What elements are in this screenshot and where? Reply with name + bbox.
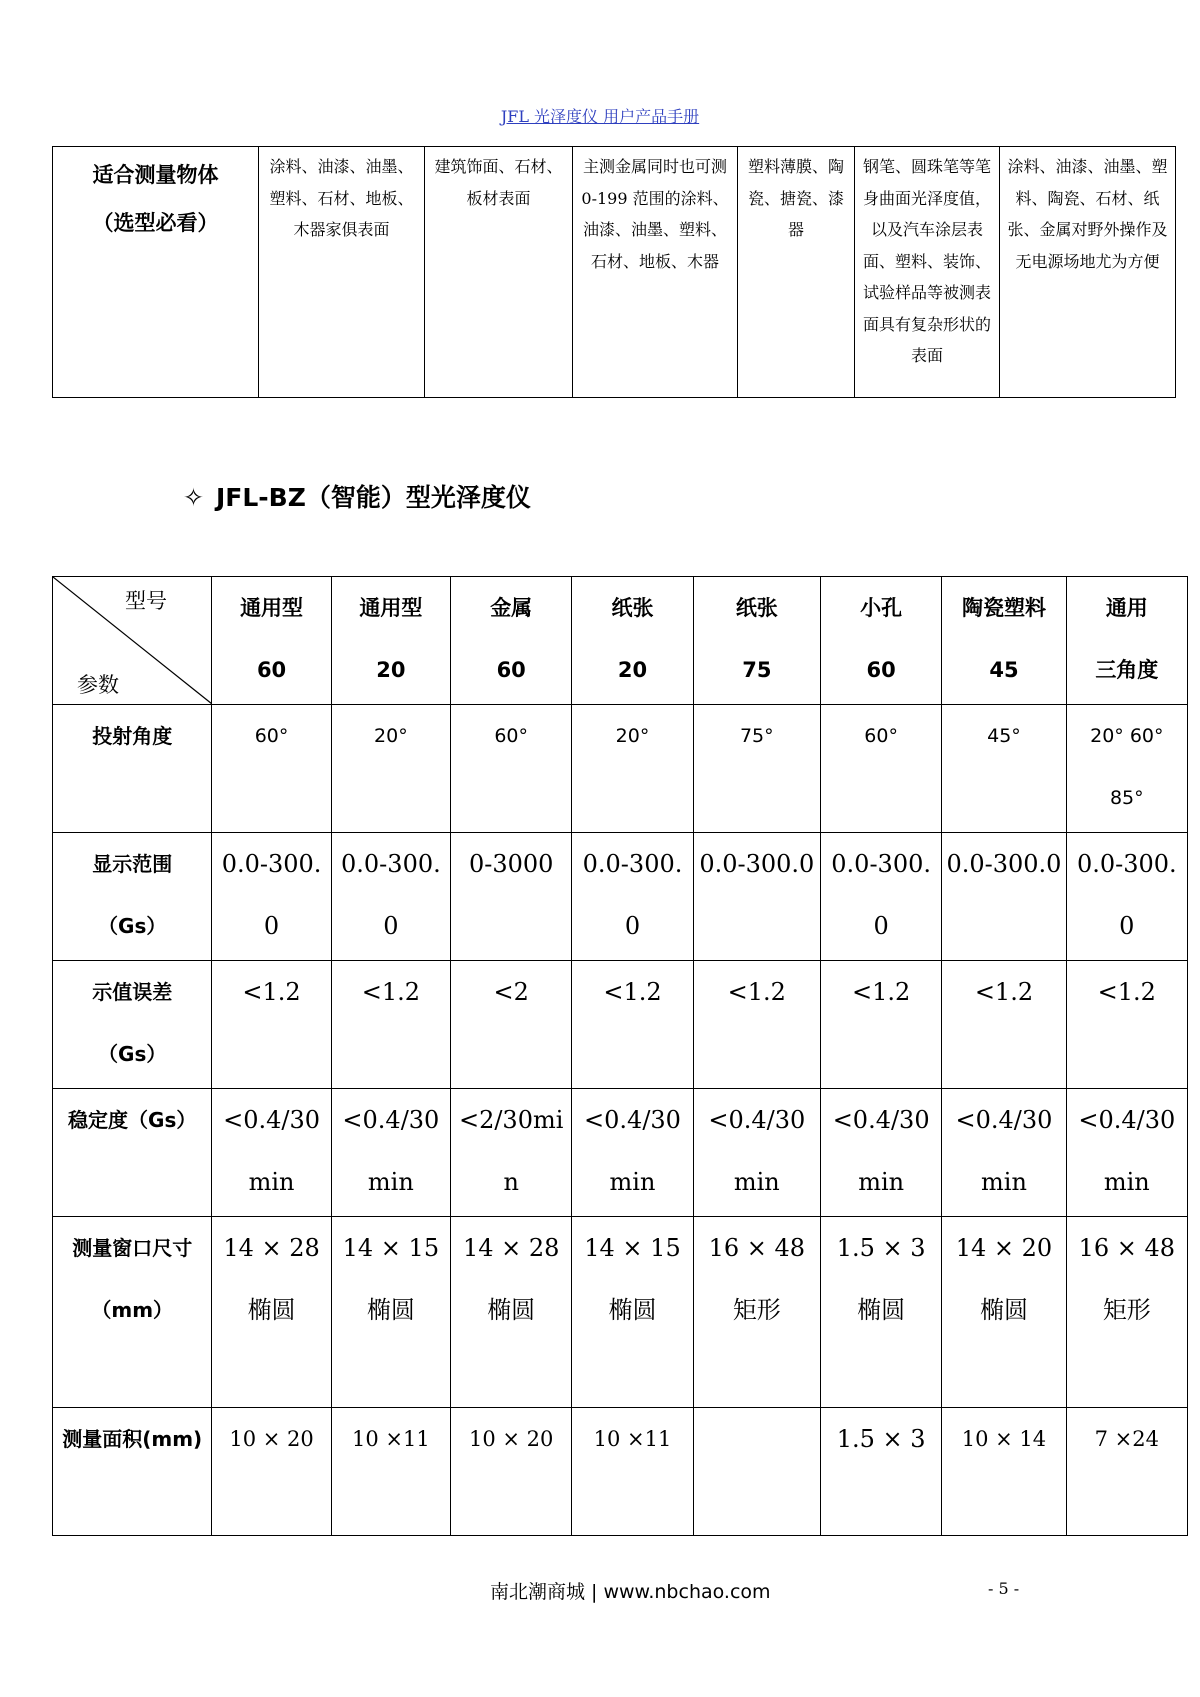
table-cell: <0.4/30min: [212, 1089, 331, 1217]
table-cell: 1.5 × 3 椭圆: [820, 1217, 941, 1408]
param-label: 测量窗口尺寸（mm）: [53, 1217, 212, 1408]
param-label: 稳定度（Gs）: [53, 1089, 212, 1217]
label-line2: （选型必看）: [92, 211, 219, 235]
section-title-text: JFL-BZ（智能）型光泽度仪: [215, 483, 531, 512]
table-cell: <1.2: [1066, 961, 1187, 1089]
table-cell: 10 × 14: [942, 1408, 1066, 1536]
table-cell: <1.2: [693, 961, 820, 1089]
table-cell: 16 × 48 矩形: [693, 1217, 820, 1408]
table-cell: 14 × 20 椭圆: [942, 1217, 1066, 1408]
row-range: [53, 833, 1188, 961]
table-cell: 7 ×24: [1066, 1408, 1187, 1536]
header-title[interactable]: JFL 光泽度仪 用户产品手册: [500, 107, 700, 126]
row-area: [53, 1408, 1188, 1536]
table-cell: [693, 1408, 820, 1536]
table-cell: 45°: [942, 705, 1066, 833]
corner-model-label: 型号: [125, 589, 167, 613]
table-cell: 10 ×11: [331, 1408, 450, 1536]
suitable-objects-label: [53, 147, 259, 398]
table-cell: 20°: [572, 705, 693, 833]
param-label: 测量面积(mm): [53, 1408, 212, 1536]
table-cell: <0.4/30min: [693, 1089, 820, 1217]
table-cell: 14 × 28 椭圆: [212, 1217, 331, 1408]
param-label: 显示范围 （Gs）: [53, 833, 212, 961]
table-cell: <2/30min: [451, 1089, 572, 1217]
table-cell: 0.0-300.0: [331, 833, 450, 961]
model-header: 通用 三角度: [1066, 577, 1187, 705]
label-line1: 适合测量物体: [92, 163, 219, 187]
objects-cell: 主测金属同时也可测 0-199 范围的涂料、油漆、油墨、塑料、石材、地板、木器: [573, 147, 738, 398]
corner-param-label: 参数: [77, 673, 119, 697]
table-cell: <1.2: [212, 961, 331, 1089]
table-cell: 0.0-300.0: [572, 833, 693, 961]
table-cell: 20° 60° 85°: [1066, 705, 1187, 833]
section-title: [183, 478, 531, 514]
table-cell: 10 ×11: [572, 1408, 693, 1536]
table-cell: <0.4/30min: [572, 1089, 693, 1217]
table-cell: 1.5 × 3: [820, 1408, 941, 1536]
table-cell: 10 × 20: [212, 1408, 331, 1536]
row-window: [53, 1217, 1188, 1408]
diamond-bullet-icon: ✧: [183, 483, 204, 512]
model-header: 纸张 20: [572, 577, 693, 705]
model-header: 小孔 60: [820, 577, 941, 705]
spec-table: [52, 576, 1188, 1536]
table-cell: <0.4/30min: [942, 1089, 1066, 1217]
objects-cell: 涂料、油漆、油墨、塑料、陶瓷、石材、纸张、金属对野外操作及无电源场地尤为方便: [1000, 147, 1176, 398]
table-cell: 0.0-300.0: [693, 833, 820, 961]
table-cell: 14 × 15 椭圆: [331, 1217, 450, 1408]
objects-cell: 涂料、油漆、油墨、塑料、石材、地板、木器家俱表面: [259, 147, 425, 398]
table-cell: <0.4/30min: [1066, 1089, 1187, 1217]
objects-cell: 塑料薄膜、陶瓷、搪瓷、漆器: [738, 147, 855, 398]
table-cell: 14 × 15 椭圆: [572, 1217, 693, 1408]
table-cell: 0.0-300.0: [212, 833, 331, 961]
table-cell: 60°: [212, 705, 331, 833]
param-label: 投射角度: [53, 705, 212, 833]
table-cell: 16 × 48 矩形: [1066, 1217, 1187, 1408]
row-stability: [53, 1089, 1188, 1217]
table-cell: 60°: [451, 705, 572, 833]
table-cell: 14 × 28 椭圆: [451, 1217, 572, 1408]
table-cell: <2: [451, 961, 572, 1089]
table-cell: 0.0-300.0: [820, 833, 941, 961]
table-cell: <1.2: [572, 961, 693, 1089]
table-cell: <1.2: [820, 961, 941, 1089]
table-cell: 0-3000: [451, 833, 572, 961]
model-header: 陶瓷塑料 45: [942, 577, 1066, 705]
param-label: 示值误差 （Gs）: [53, 961, 212, 1089]
table-cell: 20°: [331, 705, 450, 833]
model-header: 纸张 75: [693, 577, 820, 705]
row-angle: [53, 705, 1188, 833]
table-cell: <0.4/30min: [331, 1089, 450, 1217]
page-number: - 5 -: [988, 1579, 1020, 1598]
objects-cell: 建筑饰面、石材、板材表面: [425, 147, 573, 398]
table-cell: <1.2: [942, 961, 1066, 1089]
objects-cell: 钢笔、圆珠笔等笔身曲面光泽度值，以及汽车涂层表面、塑料、装饰、试验样品等被测表面具有复杂形状的表面: [855, 147, 1000, 398]
suitable-objects-table: [52, 146, 1176, 398]
model-header: 金属 60: [451, 577, 572, 705]
model-header: 通用型 20: [331, 577, 450, 705]
table-cell: <1.2: [331, 961, 450, 1089]
table-cell: 10 × 20: [451, 1408, 572, 1536]
header-corner-cell: [53, 577, 212, 705]
table-cell: 75°: [693, 705, 820, 833]
row-error: [53, 961, 1188, 1089]
table-cell: 0.0-300.0: [1066, 833, 1187, 961]
footer-site[interactable]: 南北潮商城 | www.nbchao.com: [490, 1581, 771, 1603]
model-header: 通用型 60: [212, 577, 331, 705]
table-cell: 60°: [820, 705, 941, 833]
table-cell: 0.0-300.0: [942, 833, 1066, 961]
table-cell: <0.4/30min: [820, 1089, 941, 1217]
